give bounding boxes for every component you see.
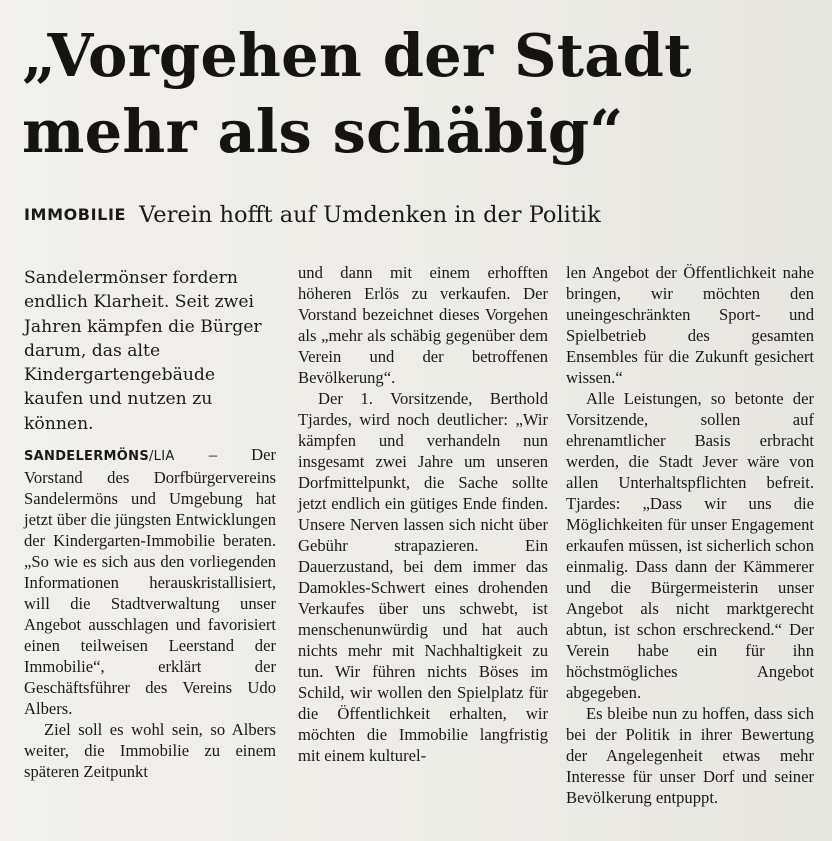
column-2: [298, 262, 548, 766]
lead-paragraph: Sandelermönser fordern endlich Klarheit. Seit zwei Jahren kämpfen die Bürger darum, das alte Kindergartengebäude kaufen und nutzen zu können.: [24, 268, 262, 434]
body-paragraph: und dann mit einem erhofften höheren Erlös zu verkaufen. Der Vorstand bezeichnet dieses Vorgehen als „mehr als schäbig gegenüber dem Verein und der betroffenen Bevölkerung“.: [298, 263, 548, 387]
body-paragraph: [24, 444, 276, 719]
headline: [22, 18, 822, 170]
body-paragraph: len Angebot der Öffentlichkeit nahe bringen, wir möchten den uneingeschränkten Sport- und Spielbetrieb des gesamten Ensembles für die Zukunft gesichert wissen.“: [566, 263, 814, 387]
column-3: [566, 262, 814, 808]
subheadline: Verein hofft auf Umdenken in der Politik: [139, 202, 601, 228]
body-paragraph: Der 1. Vorsitzende, Berthold Tjardes, wird noch deutlicher: „Wir kämpfen und verhandeln nun insgesamt zwei Jahre um unseren Dorfmittelpunkt, die Sache sollte jetzt endlich ein gütiges Ende finden. Unsere Nerven lassen sich nicht über Gebühr strapazieren. Ein Dauerzustand, bei dem immer das Damokles-Schwert eines drohenden Verkaufes über uns schwebt, ist menschenunwürdig und hat auch nichts mehr mit Nachhaltigkeit zu tun. Wir führen nichts Böses im Schild, wir wollen den Spielplatz für die Öffentlichkeit erhalten, wir möchten die Immobilie langfristig mit einem kulturel-: [298, 389, 548, 765]
body-text: – Der Vorstand des Dorfbürgervereins Sandelermöns und Umgebung hat jetzt über die jüngsten Entwicklungen der Kindergarten-Immobilie beraten. „So wie es sich aus den vorliegenden Informationen herauskristallisiert, will die Stadtverwaltung unser Angebot ausschlagen und favorisiert einen teilweisen Leerstand der Immobilie“, erklärt der Geschäftsführer des Vereins Udo Albers.: [24, 445, 276, 719]
headline-line-1: „Vorgehen der Stadt: [22, 21, 692, 90]
agency-tag: /LIA: [148, 449, 175, 465]
body-paragraph: Es bleibe nun zu hoffen, dass sich bei der Politik in ihrer Bewertung der Angelegenheit etwas mehr Interesse für unser Dorf und seiner Bevölkerung entpuppt.: [566, 704, 814, 807]
dateline: SANDELERMÖNS: [24, 449, 149, 465]
body-paragraph: Alle Leistungen, so betonte der Vorsitzende, sollen auf ehrenamtlicher Basis erbracht werden, die Stadt Jever wäre von allen Unterhaltspflichten befreit. Tjardes: „Dass wir uns die Möglichkeiten für unser Engagement erkaufen müssen, ist sicherlich schon einmalig. Dass dann der Kämmerer und die Bürgermeisterin unser Angebot als nicht marktgerecht abtun, ist schon erschreckend.“ Der Verein habe ein für ihn höchstmögliches Angebot abgegeben.: [566, 389, 814, 702]
body-paragraph: Ziel soll es wohl sein, so Albers weiter, die Immobilie zu einem späteren Zeitpunkt: [24, 720, 276, 782]
kicker: IMMOBILIE: [24, 205, 127, 224]
headline-line-2: mehr als schäbig“: [22, 97, 624, 166]
subheadline-row: [24, 202, 824, 228]
column-1: [24, 262, 276, 782]
